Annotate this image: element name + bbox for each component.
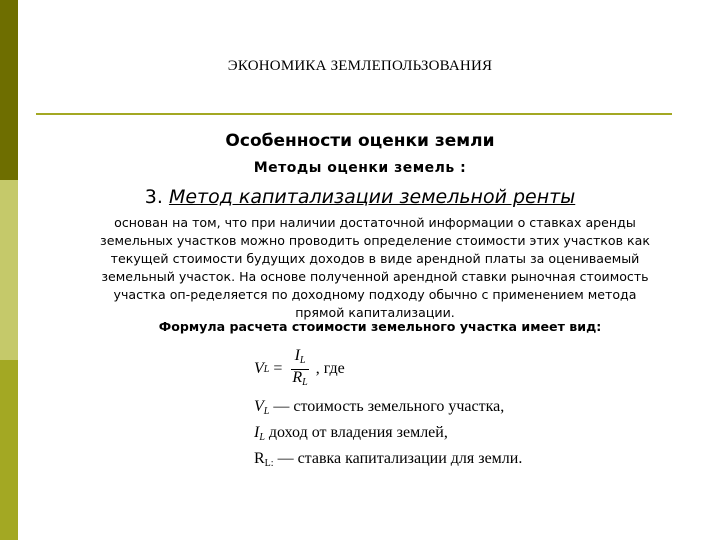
- formula-caption: Формула расчета стоимости земельного участка имеет вид:: [158, 319, 602, 334]
- formula-lhs-sub: L: [263, 363, 270, 375]
- denominator-sub: L: [302, 376, 308, 388]
- cropped-formula-remnant: [254, 474, 574, 482]
- formula-equation: [254, 348, 574, 390]
- body-line: текущей стоимости будущих доходов в виде арендной платы за оцениваемый: [110, 251, 640, 266]
- body-line: прямой капитализации.: [295, 305, 455, 320]
- formula-fraction: [288, 348, 311, 391]
- denominator-symbol: R: [292, 368, 303, 386]
- method-description: [70, 214, 680, 322]
- body-line: участка оп-ределяется по доходному подходу обычно с применением метода: [113, 287, 637, 302]
- formula-block: [254, 348, 574, 482]
- fraction-numerator: [291, 348, 310, 370]
- definition-text: — стоимость земельного участка,: [269, 398, 505, 415]
- body-line: земельных участков можно проводить определение стоимости этих участков как: [100, 233, 650, 248]
- definition-sub: L:: [264, 458, 274, 469]
- numerator-symbol: I: [294, 346, 300, 364]
- definition-rate: [254, 448, 574, 474]
- definition-sub: L: [263, 406, 270, 417]
- body-line: основан на том, что при наличии достаточной информации о ставках аренды: [114, 215, 636, 230]
- definition-symbol: I: [254, 424, 260, 441]
- slide-subtitle: Методы оценки земель :: [253, 160, 467, 176]
- formula-where: , где: [315, 360, 345, 377]
- body-line: земельный участок. На основе полученной арендной ставки рыночная стоимость: [101, 269, 649, 284]
- definition-value: [254, 396, 574, 422]
- formula-equals: =: [273, 360, 283, 377]
- slide-header: ЭКОНОМИКА ЗЕМЛЕПОЛЬЗОВАНИЯ: [227, 58, 493, 74]
- method-title: Метод капитализации земельной ренты: [168, 186, 576, 208]
- side-strip-top: [0, 0, 18, 180]
- definition-text: доход от владения землей,: [264, 424, 448, 441]
- definition-sub: L: [259, 432, 265, 443]
- side-strip-bottom: [0, 360, 18, 540]
- method-number: 3.: [144, 186, 163, 208]
- definition-symbol: R: [254, 450, 265, 467]
- definition-text: — ставка капитализации для земли.: [273, 450, 523, 467]
- header-divider: [36, 113, 672, 115]
- method-heading: [0, 186, 720, 208]
- definition-symbol: V: [254, 398, 264, 415]
- formula-lhs: V: [254, 360, 264, 377]
- slide-title: Особенности оценки земли: [225, 131, 495, 151]
- fraction-denominator: [288, 370, 311, 391]
- numerator-sub: L: [299, 354, 306, 366]
- definition-income: [254, 422, 574, 448]
